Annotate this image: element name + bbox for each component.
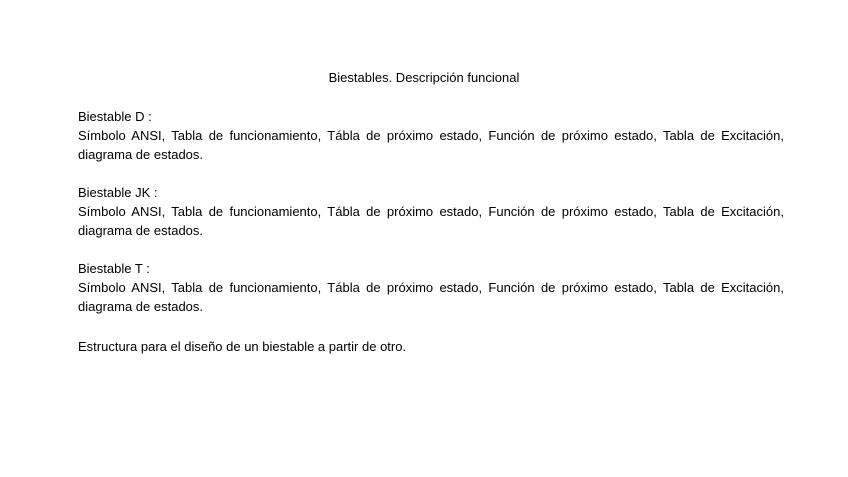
section-biestable-t [78,259,784,316]
section-biestable-jk [78,183,784,240]
closing-text: Estructura para el diseño de un biestable a partir de otro. [78,339,407,354]
document-title: Biestables. Descripción funcional [328,70,520,85]
section-heading: Biestable JK : [78,185,158,200]
section-body: Símbolo ANSI, Tabla de funcionamiento, Tábla de próximo estado, Función de próximo estado, Tabla de Excitación, diagrama de estados. [78,128,784,162]
closing-paragraph [78,337,784,356]
section-heading: Biestable T : [78,261,150,276]
section-heading: Biestable D : [78,109,152,124]
section-body: Símbolo ANSI, Tabla de funcionamiento, Tábla de próximo estado, Función de próximo estado, Tabla de Excitación, diagrama de estados. [78,280,784,314]
section-body: Símbolo ANSI, Tabla de funcionamiento, Tábla de próximo estado, Función de próximo estado, Tabla de Excitación, diagrama de estados. [78,204,784,238]
section-biestable-d [78,107,784,164]
